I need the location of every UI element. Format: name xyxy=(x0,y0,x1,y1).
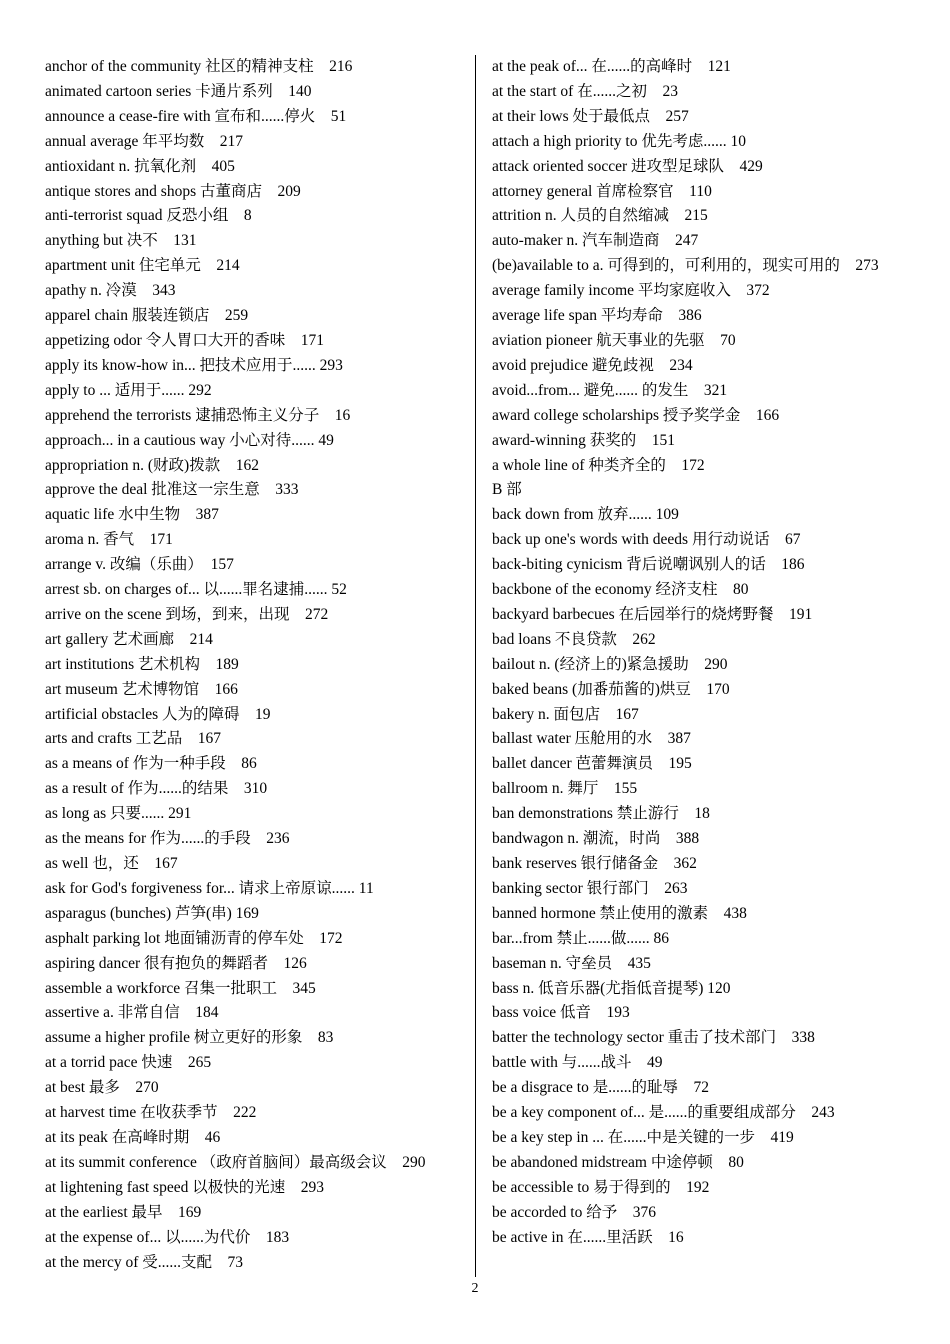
glossary-entry: be accessible to 易于得到的 192 xyxy=(492,1178,710,1196)
glossary-entry: approve the deal 批准这一宗生意 333 xyxy=(45,481,299,499)
glossary-entry: bass voice 低音 193 xyxy=(492,1004,630,1022)
glossary-entry: animated cartoon series 卡通片系列 140 xyxy=(45,82,312,100)
glossary-entry: as a result of 作为......的结果 310 xyxy=(45,780,268,798)
page-number: 2 xyxy=(471,1281,479,1296)
column-divider xyxy=(475,55,476,1277)
glossary-entry: auto-maker n. 汽车制造商 247 xyxy=(492,232,699,250)
glossary-entry: attorney general 首席检察官 110 xyxy=(492,182,712,200)
glossary-entry: avoid...from... 避免...... 的发生 321 xyxy=(492,381,728,399)
glossary-entry: art gallery 艺术画廊 214 xyxy=(45,630,213,648)
glossary-entry: as a means of 作为一种手段 86 xyxy=(45,755,257,773)
glossary-entry: ballast water 压舱用的水 387 xyxy=(492,730,691,748)
glossary-entry: appropriation n. (财政)拨款 162 xyxy=(45,456,259,474)
glossary-entry: award college scholarships 授予奖学金 166 xyxy=(492,406,780,424)
glossary-entry: be active in 在......里活跃 16 xyxy=(492,1228,684,1246)
left-column xyxy=(45,55,465,1275)
glossary-entry: apartment unit 住宅单元 214 xyxy=(45,257,240,275)
glossary-entry: be a key step in ... 在......中是关键的一步 419 xyxy=(492,1128,794,1146)
glossary-entry: bass n. 低音乐器(尤指低音提琴) 120 xyxy=(492,979,731,997)
glossary-entry: banking sector 银行部门 263 xyxy=(492,879,688,897)
glossary-entry: be a disgrace to 是......的耻辱 72 xyxy=(492,1079,709,1097)
glossary-entry: aviation pioneer 航天事业的先驱 70 xyxy=(492,331,736,349)
glossary-entry: apprehend the terrorists 逮捕恐怖主义分子 16 xyxy=(45,406,351,424)
glossary-entry: backyard barbecues 在后园举行的烧烤野餐 191 xyxy=(492,605,813,623)
glossary-entry: at lightening fast speed 以极快的光速 293 xyxy=(45,1178,324,1196)
glossary-entry: ballroom n. 舞厅 155 xyxy=(492,780,638,798)
glossary-entry: anchor of the community 社区的精神支柱 216 xyxy=(45,58,353,75)
glossary-entry: arrange v. 改编（乐曲） 157 xyxy=(45,556,234,574)
glossary-entry: B 部 xyxy=(492,481,522,499)
glossary-entry: at their lows 处于最低点 257 xyxy=(492,107,689,125)
glossary-entry: anything but 决不 131 xyxy=(45,232,197,250)
glossary-entry: at the mercy of 受......支配 73 xyxy=(45,1253,244,1271)
glossary-entry: average life span 平均寿命 386 xyxy=(492,307,702,325)
glossary-entry: backbone of the economy 经济支柱 80 xyxy=(492,581,749,599)
glossary-entry: antioxidant n. 抗氧化剂 405 xyxy=(45,157,235,175)
glossary-entry: approach... in a cautious way 小心对待...... 49 xyxy=(45,431,334,449)
glossary-entry: average family income 平均家庭收入 372 xyxy=(492,282,770,300)
glossary-entry: baseman n. 守垒员 435 xyxy=(492,954,651,972)
glossary-entry: ask for God's forgiveness for... 请求上帝原谅...... 11 xyxy=(45,879,374,897)
glossary-entry: as long as 只要...... 291 xyxy=(45,805,192,823)
glossary-entry: apparel chain 服装连锁店 259 xyxy=(45,307,249,325)
glossary-entry: aspiring dancer 很有抱负的舞蹈者 126 xyxy=(45,954,307,972)
glossary-entry: batter the technology sector 重击了技术部门 338 xyxy=(492,1029,815,1047)
glossary-entry: art museum 艺术博物馆 166 xyxy=(45,680,238,698)
right-column xyxy=(492,55,912,1251)
glossary-entry: annual average 年平均数 217 xyxy=(45,132,243,150)
glossary-entry: be abandoned midstream 中途停顿 80 xyxy=(492,1153,744,1171)
glossary-entry: bakery n. 面包店 167 xyxy=(492,705,639,723)
glossary-entry: attrition n. 人员的自然缩减 215 xyxy=(492,207,708,225)
glossary-entry: artificial obstacles 人为的障碍 19 xyxy=(45,705,271,723)
glossary-entry: aroma n. 香气 171 xyxy=(45,531,173,549)
glossary-entry: ballet dancer 芭蕾舞演员 195 xyxy=(492,755,692,773)
glossary-entry: apply its know-how in... 把技术应用于...... 293 xyxy=(45,356,343,374)
glossary-entry: at the peak of... 在......的高峰时 121 xyxy=(492,58,731,75)
glossary-entry: at the start of 在......之初 23 xyxy=(492,82,678,100)
glossary-entry: at the earliest 最早 169 xyxy=(45,1203,202,1221)
glossary-entry: art institutions 艺术机构 189 xyxy=(45,655,239,673)
glossary-entry: a whole line of 种类齐全的 172 xyxy=(492,456,705,474)
glossary-entry: at harvest time 在收获季节 222 xyxy=(45,1104,257,1122)
glossary-entry: back-biting cynicism 背后说嘲讽别人的话 186 xyxy=(492,556,805,574)
glossary-entry: back down from 放弃...... 109 xyxy=(492,506,679,524)
glossary-entry: bailout n. (经济上的)紧急援助 290 xyxy=(492,655,728,673)
glossary-entry: be accorded to 给予 376 xyxy=(492,1203,656,1221)
glossary-entry: as the means for 作为......的手段 236 xyxy=(45,830,290,848)
glossary-entry: at its summit conference （政府首脑间）最高级会议 290 xyxy=(45,1153,426,1171)
glossary-entry: ban demonstrations 禁止游行 18 xyxy=(492,805,710,823)
glossary-entry: at its peak 在高峰时期 46 xyxy=(45,1128,221,1146)
glossary-entry: as well 也，还 167 xyxy=(45,855,178,872)
glossary-entry: anti-terrorist squad 反恐小组 8 xyxy=(45,207,252,225)
glossary-entry: banned hormone 禁止使用的激素 438 xyxy=(492,904,747,922)
glossary-entry: apathy n. 冷漠 343 xyxy=(45,282,176,300)
glossary-entry: baked beans (加番茄酱的)烘豆 170 xyxy=(492,680,730,698)
glossary-entry: at a torrid pace 快速 265 xyxy=(45,1054,212,1072)
glossary-entry: at best 最多 270 xyxy=(45,1079,159,1097)
glossary-entry: announce a cease-fire with 宣布和......停火 51 xyxy=(45,107,347,125)
glossary-entry: arts and crafts 工艺品 167 xyxy=(45,730,222,748)
glossary-entry: bank reserves 银行储备金 362 xyxy=(492,855,697,872)
glossary-entry: aquatic life 水中生物 387 xyxy=(45,506,219,524)
glossary-entry: award-winning 获奖的 151 xyxy=(492,431,675,449)
glossary-entry: back up one's words with deeds 用行动说话 67 xyxy=(492,531,801,549)
glossary-entry: assertive a. 非常自信 184 xyxy=(45,1004,219,1022)
glossary-entry: be a key component of... 是......的重要组成部分 243 xyxy=(492,1104,835,1122)
glossary-entry: apply to ... 适用于...... 292 xyxy=(45,381,212,399)
glossary-entry: assemble a workforce 召集一批职工 345 xyxy=(45,979,316,997)
glossary-entry: asparagus (bunches) 芦笋(串) 169 xyxy=(45,904,259,922)
glossary-entry: asphalt parking lot 地面铺沥青的停车处 172 xyxy=(45,929,343,947)
glossary-entry: antique stores and shops 古董商店 209 xyxy=(45,182,301,200)
glossary-entry: attack oriented soccer 进攻型足球队 429 xyxy=(492,157,763,175)
glossary-entry: bandwagon n. 潮流，时尚 388 xyxy=(492,830,700,848)
glossary-entry: bar...from 禁止......做...... 86 xyxy=(492,929,669,947)
glossary-entry: avoid prejudice 避免歧视 234 xyxy=(492,356,693,374)
glossary-entry: arrest sb. on charges of... 以......罪名逮捕...... 52 xyxy=(45,581,347,599)
glossary-entry: appetizing odor 令人胃口大开的香味 171 xyxy=(45,331,324,349)
glossary-entry: at the expense of... 以......为代价 183 xyxy=(45,1228,290,1246)
glossary-entry: attach a high priority to 优先考虑...... 10 xyxy=(492,132,746,150)
glossary-entry: arrive on the scene 到场，到来，出现 272 xyxy=(45,605,329,623)
glossary-entry: assume a higher profile 树立更好的形象 83 xyxy=(45,1029,334,1047)
glossary-entry: battle with 与......战斗 49 xyxy=(492,1054,663,1072)
glossary-entry: bad loans 不良贷款 262 xyxy=(492,630,656,648)
glossary-entry: (be)available to a. 可得到的，可利用的，现实可用的 273 xyxy=(492,257,879,275)
